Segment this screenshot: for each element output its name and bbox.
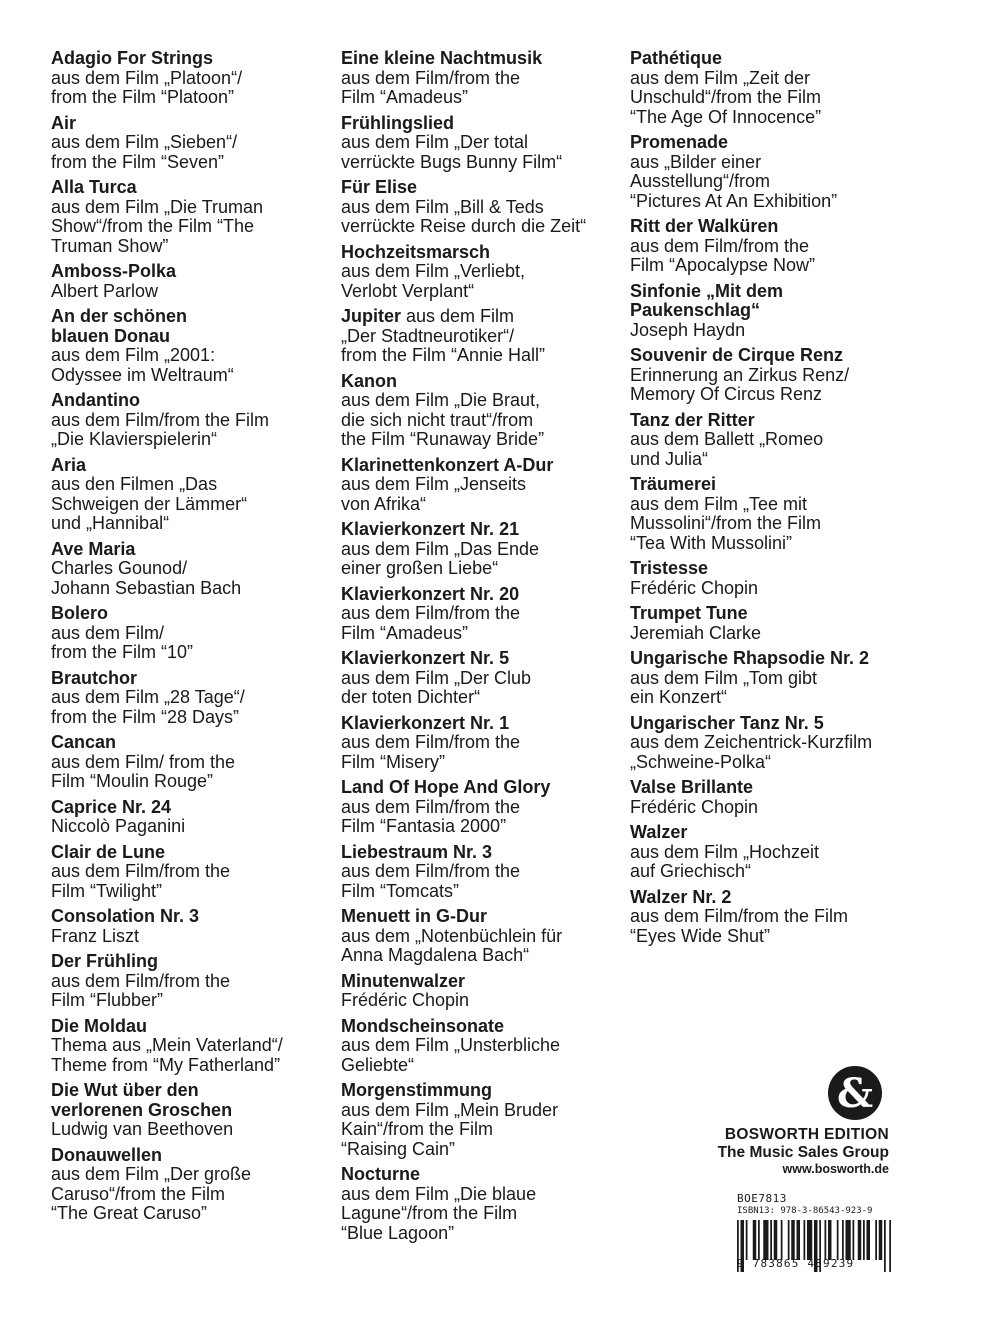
list-item	[51, 391, 331, 450]
publisher-url: www.bosworth.de	[782, 1162, 889, 1176]
barcode-bar	[853, 1220, 855, 1260]
piece-source: aus dem Film „Verliebt,	[341, 261, 526, 281]
piece-source: Film “Fantasia 2000”	[341, 816, 507, 836]
piece-title: Walzer Nr. 2	[630, 886, 732, 907]
piece-source: Film “Twilight”	[51, 880, 162, 901]
list-item	[51, 669, 331, 728]
piece-source: aus dem Film „Hochzeit	[630, 841, 820, 862]
ampersand-logo-icon	[828, 1066, 882, 1120]
list-item	[51, 733, 331, 792]
barcode-bar	[753, 1220, 757, 1260]
piece-source: Theme from “My Fatherland”	[51, 1054, 281, 1075]
piece-source: Film “Amadeus”	[341, 622, 469, 643]
piece-source: aus dem Film/ from the	[51, 751, 236, 772]
barcode-bar	[774, 1220, 778, 1260]
piece-source: „Die Klavierspielerin“	[51, 429, 218, 449]
piece-title: Für Elise	[341, 177, 418, 197]
piece-source: aus dem Film/from the Film	[51, 409, 270, 430]
piece-source: aus dem Film „Unsterbliche	[341, 1035, 561, 1055]
piece-title: Promenade	[630, 132, 729, 152]
piece-source: aus dem Film „Der Club	[341, 667, 532, 688]
list-item	[630, 888, 930, 947]
list-item	[341, 585, 626, 644]
list-item	[341, 907, 626, 966]
list-item	[51, 49, 331, 108]
piece-source: aus dem Film „Zeit der	[630, 67, 811, 88]
piece-source: “The Age Of Innocence”	[630, 106, 822, 127]
list-item	[630, 604, 930, 643]
list-item	[341, 1165, 626, 1243]
piece-source: aus dem Film „Der große	[51, 1164, 252, 1184]
isbn-number: ISBN13: 978-3-86543-923-9	[737, 1206, 873, 1216]
piece-title: Brautchor	[51, 667, 138, 688]
piece-source: aus dem Zeichentrick-Kurzfilm	[630, 732, 873, 752]
piece-source: Show“/from the Film “The	[51, 216, 255, 236]
piece-source: aus dem „Notenbüchlein für	[341, 925, 563, 946]
piece-source: Frédéric Chopin	[630, 577, 759, 598]
list-item	[630, 714, 930, 773]
piece-title: Klavierkonzert Nr. 21	[341, 519, 520, 539]
piece-source: from the Film “Platoon”	[51, 87, 235, 107]
piece-title: Minutenwalzer	[341, 970, 466, 991]
piece-source: Film “Misery”	[341, 751, 445, 772]
piece-source: from the Film “28 Days”	[51, 706, 240, 727]
piece-title: blauen Donau	[51, 325, 171, 346]
piece-source: Johann Sebastian Bach	[51, 577, 242, 598]
piece-title: Liebestraum Nr. 3	[341, 841, 493, 862]
barcode-bar	[889, 1220, 891, 1272]
logo-glyph: &	[836, 1070, 874, 1117]
piece-source: “Tea With Mussolini”	[630, 532, 793, 553]
piece-source: die sich nicht traut“/from	[341, 409, 534, 430]
piece-source: aus dem Film „Platoon“/	[51, 67, 243, 88]
piece-title: Die Moldau	[51, 1015, 148, 1036]
piece-title: Consolation Nr. 3	[51, 906, 200, 926]
piece-source: Frédéric Chopin	[630, 796, 759, 817]
list-item	[341, 972, 626, 1011]
piece-title: Ungarischer Tanz Nr. 5	[630, 712, 824, 733]
list-item	[51, 262, 331, 301]
list-item	[630, 559, 930, 598]
piece-title: Hochzeitsmarsch	[341, 241, 491, 262]
piece-source: “Pictures At An Exhibition”	[630, 190, 838, 211]
piece-title: Morgenstimmung	[341, 1080, 492, 1100]
piece-title: Souvenir de Cirque Renz	[630, 345, 844, 365]
piece-source: aus dem Film/from the	[51, 970, 231, 991]
piece-title: Klavierkonzert Nr. 20	[341, 583, 520, 604]
publisher-block	[700, 1066, 889, 1177]
piece-source: Jeremiah Clarke	[630, 622, 762, 643]
piece-source: Charles Gounod/	[51, 558, 188, 578]
title-list-column-3	[630, 49, 930, 952]
list-item	[341, 649, 626, 708]
piece-source: Kain“/from the Film	[341, 1119, 494, 1139]
piece-title: Ungarische Rhapsodie Nr. 2	[630, 648, 870, 668]
piece-title: Donauwellen	[51, 1144, 163, 1165]
list-item	[630, 282, 930, 341]
piece-source: aus dem Film/from the	[341, 603, 521, 623]
piece-source: aus den Filmen „Das	[51, 474, 218, 494]
list-item	[51, 114, 331, 173]
list-item	[51, 952, 331, 1011]
piece-title: Klavierkonzert Nr. 5	[341, 648, 510, 668]
list-item	[630, 649, 930, 708]
list-item	[51, 843, 331, 902]
piece-source: Anna Magdalena Bach“	[341, 945, 530, 965]
piece-title: Air	[51, 112, 77, 133]
barcode-bar	[804, 1220, 806, 1260]
piece-title: verlorenen Groschen	[51, 1099, 233, 1120]
barcode-bar	[807, 1220, 812, 1260]
piece-title: Jupiter	[341, 306, 402, 326]
piece-source: Frédéric Chopin	[341, 990, 470, 1010]
piece-source: „Schweine-Polka“	[630, 751, 772, 772]
piece-source: “The Great Caruso”	[51, 1203, 208, 1223]
list-item	[51, 1017, 331, 1076]
barcode-digits: 9 783865 439239	[737, 1257, 855, 1270]
barcode-bar	[858, 1220, 862, 1260]
piece-source: “Blue Lagoon”	[341, 1222, 455, 1243]
piece-source: Lagune“/from the Film	[341, 1203, 518, 1223]
list-item	[341, 114, 626, 173]
piece-source: aus „Bilder einer	[630, 151, 762, 172]
piece-source: aus dem Film „2001:	[51, 345, 216, 365]
piece-title: Bolero	[51, 603, 109, 623]
piece-title: Paukenschlag“	[630, 300, 761, 320]
list-item	[51, 604, 331, 663]
piece-title: Amboss-Polka	[51, 261, 177, 281]
piece-source: Ausstellung“/from	[630, 171, 771, 191]
barcode-bar	[781, 1220, 783, 1260]
piece-source: from the Film “Annie Hall”	[341, 345, 546, 365]
piece-source: Caruso“/from the Film	[51, 1183, 226, 1204]
barcode-bar	[770, 1220, 772, 1260]
piece-source: aus dem Film/from the	[630, 235, 810, 256]
piece-title: Sinfonie „Mit dem	[630, 280, 783, 301]
piece-title: Aria	[51, 454, 87, 475]
list-item	[341, 456, 626, 515]
piece-source: aus dem Film/from the	[341, 861, 521, 881]
list-item	[341, 1017, 626, 1076]
piece-title: Klavierkonzert Nr. 1	[341, 712, 510, 733]
piece-title: Die Wut über den	[51, 1080, 199, 1100]
piece-source: verrückte Reise durch die Zeit“	[341, 216, 587, 236]
piece-title: Mondscheinsonate	[341, 1015, 505, 1036]
piece-source: Geliebte“	[341, 1054, 415, 1075]
piece-source: Film “Tomcats”	[341, 880, 459, 901]
piece-source: aus dem Film/from the	[51, 861, 231, 881]
piece-source: aus dem Film/	[51, 622, 165, 643]
piece-source: aus dem Film „Jenseits	[341, 474, 527, 494]
piece-source: und „Hannibal“	[51, 513, 170, 533]
piece-title: Tanz der Ritter	[630, 409, 755, 430]
barcode-bar	[867, 1220, 871, 1260]
piece-source: “Eyes Wide Shut”	[630, 925, 771, 946]
piece-source: aus dem Film/from the	[341, 67, 521, 88]
piece-source: auf Griechisch“	[630, 861, 752, 881]
piece-title: Alla Turca	[51, 177, 137, 197]
list-item	[341, 49, 626, 108]
piece-source: Franz Liszt	[51, 925, 140, 946]
piece-source: Odyssee im Weltraum“	[51, 364, 234, 385]
piece-source: aus dem Film „Bill & Teds	[341, 196, 544, 217]
piece-title: Valse Brillante	[630, 777, 754, 797]
piece-source: Verlobt Verplant“	[341, 280, 475, 301]
piece-source: Joseph Haydn	[630, 319, 746, 340]
barcode-block	[737, 1192, 893, 1270]
piece-title: Walzer	[630, 822, 688, 842]
barcode-bar	[758, 1220, 760, 1260]
barcode-bar	[837, 1220, 839, 1260]
list-item	[51, 798, 331, 837]
piece-source: Memory Of Circus Renz	[630, 384, 823, 404]
barcode-bar	[863, 1220, 865, 1260]
list-item	[51, 1081, 331, 1140]
barcode-bar	[828, 1220, 832, 1260]
piece-source: aus dem Film „28 Tage“/	[51, 687, 245, 707]
piece-source: aus dem Film „Die blaue	[341, 1183, 537, 1204]
list-item	[630, 411, 930, 470]
piece-source: aus dem Film „Die Braut,	[341, 390, 541, 410]
piece-source: aus dem Film „Tee mit	[630, 493, 808, 514]
piece-title: Andantino	[51, 390, 140, 410]
piece-title: Trumpet Tune	[630, 603, 748, 623]
piece-source: Film “Amadeus”	[341, 87, 469, 107]
list-item	[51, 307, 331, 385]
barcode-bar	[763, 1220, 768, 1260]
piece-source: aus dem Film „Das Ende	[341, 538, 540, 559]
piece-title: Adagio For Strings	[51, 48, 213, 68]
piece-source: Schweigen der Lämmer“	[51, 493, 248, 514]
piece-source: Film “Flubber”	[51, 990, 164, 1010]
piece-source: der toten Dichter“	[341, 687, 481, 707]
piece-source: the Film “Runaway Bride”	[341, 429, 545, 449]
piece-subtitle-inline: aus dem Film	[401, 306, 515, 326]
piece-source: aus dem Film „Tom gibt	[630, 667, 818, 688]
barcode-bar	[825, 1220, 827, 1260]
piece-title: An der schönen	[51, 306, 188, 326]
list-item	[341, 243, 626, 302]
barcode-bar	[842, 1220, 844, 1260]
piece-source: Truman Show”	[51, 235, 169, 256]
piece-title: Ritt der Walküren	[630, 216, 779, 236]
barcode-bar	[846, 1220, 851, 1260]
piece-source: von Afrika“	[341, 493, 427, 514]
piece-source: from the Film “10”	[51, 642, 194, 662]
list-item	[51, 907, 331, 946]
barcode-bar	[788, 1220, 790, 1260]
piece-title: Cancan	[51, 732, 117, 752]
piece-title: Ave Maria	[51, 538, 136, 559]
list-item	[51, 178, 331, 256]
piece-title: Land Of Hope And Glory	[341, 777, 551, 797]
list-item	[341, 778, 626, 837]
piece-source: aus dem Film „Sieben“/	[51, 132, 238, 152]
piece-source: Mussolini“/from the Film	[630, 513, 822, 533]
list-item	[51, 1146, 331, 1224]
piece-source: “Raising Cain”	[341, 1138, 456, 1159]
barcode-bar	[797, 1220, 801, 1260]
list-item	[630, 823, 930, 882]
list-item	[341, 178, 626, 237]
piece-source: aus dem Film „Der total	[341, 132, 529, 152]
piece-title: Klarinettenkonzert A-Dur	[341, 454, 554, 475]
list-item	[630, 49, 930, 127]
piece-source: aus dem Film/from the	[341, 796, 521, 817]
barcode-bar	[884, 1220, 886, 1272]
piece-title: Tristesse	[630, 558, 709, 578]
list-item	[630, 133, 930, 211]
piece-source: einer großen Liebe“	[341, 558, 499, 578]
piece-source: aus dem Film/from the Film	[630, 906, 849, 926]
barcode-bar	[879, 1220, 883, 1260]
list-item	[341, 372, 626, 450]
piece-source: aus dem Film „Die Truman	[51, 196, 264, 217]
piece-source: Erinnerung an Zirkus Renz/	[630, 364, 850, 385]
piece-title: Der Frühling	[51, 951, 158, 971]
list-item	[341, 714, 626, 773]
list-item	[341, 307, 626, 366]
barcode-bar	[791, 1220, 795, 1260]
piece-source: Ludwig van Beethoven	[51, 1119, 234, 1139]
piece-source: from the Film “Seven”	[51, 151, 225, 172]
piece-source: Film “Moulin Rouge”	[51, 771, 214, 791]
list-item	[341, 520, 626, 579]
piece-source: „Der Stadtneurotiker“/	[341, 325, 515, 346]
piece-title: Träumerei	[630, 474, 717, 494]
list-item	[341, 843, 626, 902]
piece-source: Film “Apocalypse Now”	[630, 255, 816, 275]
piece-source: aus dem Ballett „Romeo	[630, 429, 824, 449]
publisher-group: The Music Sales Group	[717, 1144, 889, 1161]
list-item	[341, 1081, 626, 1159]
piece-title: Frühlingslied	[341, 112, 455, 133]
piece-title: Nocturne	[341, 1164, 421, 1184]
piece-source: Niccolò Paganini	[51, 816, 186, 836]
piece-source: und Julia“	[630, 448, 709, 469]
piece-source: Albert Parlow	[51, 280, 159, 301]
barcode-bar	[875, 1220, 877, 1260]
piece-title: Caprice Nr. 24	[51, 796, 172, 817]
list-item	[51, 456, 331, 534]
piece-title: Kanon	[341, 370, 397, 391]
piece-title: Menuett in G-Dur	[341, 906, 487, 926]
title-list-column-2	[341, 49, 626, 1249]
piece-source: Thema aus „Mein Vaterland“/	[51, 1035, 283, 1055]
piece-source: aus dem Film/from the	[341, 732, 521, 752]
piece-source: Unschuld“/from the Film	[630, 87, 822, 107]
list-item	[51, 540, 331, 599]
list-item	[630, 475, 930, 553]
piece-source: verrückte Bugs Bunny Film“	[341, 151, 563, 172]
list-item	[630, 217, 930, 276]
piece-title: Eine kleine Nachtmusik	[341, 48, 543, 68]
list-item	[630, 346, 930, 405]
publisher-name: BOSWORTH EDITION	[724, 1126, 889, 1143]
barcode-bar	[746, 1220, 748, 1260]
piece-title: Pathétique	[630, 48, 723, 68]
title-list-column-1	[51, 49, 331, 1230]
product-code: BOE7813	[737, 1192, 787, 1205]
piece-source: ein Konzert“	[630, 687, 728, 707]
list-item	[630, 778, 930, 817]
piece-source: aus dem Film „Mein Bruder	[341, 1099, 559, 1120]
piece-title: Clair de Lune	[51, 841, 166, 862]
